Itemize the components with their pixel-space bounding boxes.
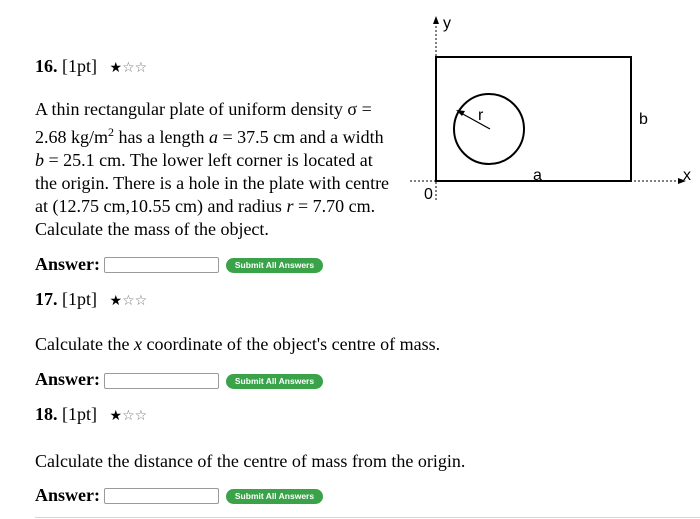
x-axis-label: x: [683, 167, 691, 184]
star-outline-icon: ☆☆: [122, 60, 148, 76]
submit-all-answers-button[interactable]: Submit All Answers: [226, 374, 323, 389]
submit-all-answers-button[interactable]: Submit All Answers: [226, 258, 323, 273]
star-icon: ★: [109, 293, 123, 309]
star-outline-icon: ☆☆: [122, 293, 148, 309]
width-label: b: [639, 111, 648, 128]
text-line: 2.68 $kg/m^2$ has a length a = 37.5 cm and a width: [35, 125, 384, 147]
question-points: [1pt]: [62, 56, 97, 76]
answer-label: Answer:: [35, 485, 100, 505]
question-18-text: Calculate the distance of the centre of mass from the origin.: [35, 451, 466, 471]
submit-all-answers-button[interactable]: Submit All Answers: [226, 489, 323, 504]
question-points: [1pt]: [62, 404, 97, 424]
star-icon: ★: [109, 60, 123, 76]
answer-label: Answer:: [35, 254, 100, 274]
origin-label: 0: [424, 186, 433, 203]
text-line: at (12.75 cm,10.55 cm) and radius r = 7.70 cm.: [35, 196, 376, 216]
length-label: a: [533, 167, 542, 184]
y-axis-arrow-icon: [433, 16, 439, 24]
y-axis-label: y: [443, 15, 451, 32]
plate-rectangle: [436, 57, 631, 181]
answer-label: Answer:: [35, 369, 100, 389]
text-line: the origin. There is a hole in the plate with centre: [35, 173, 390, 193]
question-number: 16.: [35, 56, 58, 76]
star-outline-icon: ☆☆: [122, 408, 148, 424]
question-number: 17.: [35, 289, 58, 309]
text-line: A thin rectangular plate of uniform density σ =: [35, 99, 372, 119]
text-line: b = 25.1 cm. The lower left corner is located at: [35, 150, 373, 170]
question-17-text: Calculate the x coordinate of the object's centre of mass.: [35, 334, 441, 354]
radius-line: [461, 113, 490, 129]
text-line: Calculate the mass of the object.: [35, 219, 269, 239]
star-icon: ★: [109, 408, 123, 424]
radius-label: r: [478, 107, 484, 124]
question-points: [1pt]: [62, 289, 97, 309]
question-number: 18.: [35, 404, 58, 424]
